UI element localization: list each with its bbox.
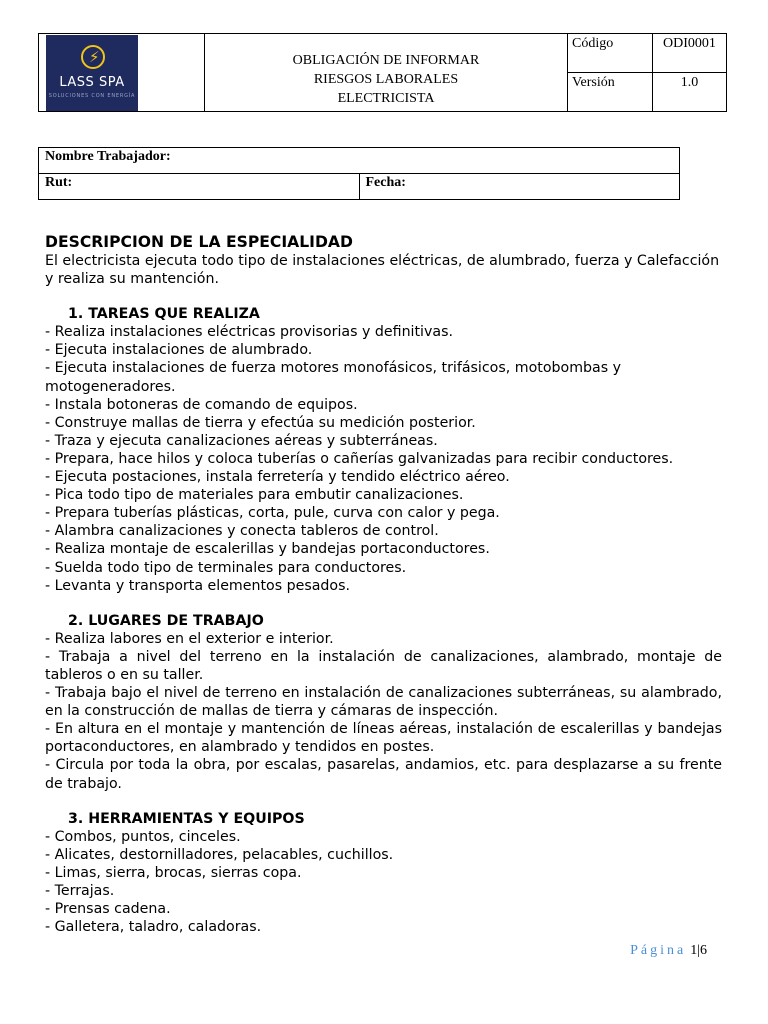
list-item: - Traza y ejecuta canalizaciones aéreas y subterráneas. xyxy=(45,432,438,449)
list-item: - Ejecuta instalaciones de alumbrado. xyxy=(45,342,313,359)
list-item: - Circula por toda la obra, por escalas, pasarelas, andamios, etc. para desplazarse a su frente de trabajo. xyxy=(45,757,722,792)
code-value: ODI0001 xyxy=(653,34,727,73)
document-body xyxy=(45,233,722,936)
list-item: - Terrajas. xyxy=(45,883,115,899)
tasks-list xyxy=(45,323,722,594)
list-item: - Prensas cadena. xyxy=(45,901,171,918)
list-item: - Realiza labores en el exterior e interior. xyxy=(45,630,334,647)
company-logo xyxy=(46,35,138,111)
list-item: - Prepara, hace hilos y coloca tuberías o cañerías galvanizadas para recibir conductores. xyxy=(45,450,674,467)
page-footer xyxy=(630,943,707,959)
section-title-tools: 3. HERRAMIENTAS Y EQUIPOS xyxy=(68,810,305,827)
list-item: - Prepara tuberías plásticas, corta, pule, curva con calor y pega. xyxy=(45,505,500,522)
description-text: El electricista ejecuta todo tipo de instalaciones eléctricas, de alumbrado, fuerza y Calefacción y realiza su mantención. xyxy=(45,253,720,288)
code-label: Código xyxy=(568,34,653,73)
list-item: - Suelda todo tipo de terminales para conductores. xyxy=(45,559,407,576)
title-line-3: ELECTRICISTA xyxy=(337,91,435,106)
list-item: - Realiza instalaciones eléctricas provisorias y definitivas. xyxy=(45,324,453,341)
list-item: - Combos, puntos, cinceles. xyxy=(45,828,241,845)
page-separator: | xyxy=(697,943,700,958)
worker-info-table xyxy=(38,147,680,200)
version-label: Versión xyxy=(568,73,653,112)
list-item: - Ejecuta postaciones, instala ferretería y tendido eléctrico aéreo. xyxy=(45,469,510,486)
list-item: - Pica todo tipo de materiales para embutir canalizaciones. xyxy=(45,487,464,504)
list-item: - Instala botoneras de comando de equipos. xyxy=(45,396,358,413)
list-item: - Construye mallas de tierra y efectúa su medición posterior. xyxy=(45,414,476,431)
logo-company-name: LASS SPA xyxy=(59,75,125,90)
list-item: - Realiza montaje de escalerillas y bandejas portaconductores. xyxy=(45,541,490,558)
list-item: - Ejecuta instalaciones de fuerza motores monofásicos, trifásicos, motobombas y motogeneradores. xyxy=(45,360,622,395)
lightning-bolt-icon: ⚡ xyxy=(81,45,105,69)
tools-list xyxy=(45,828,722,937)
list-item: - En altura en el montaje y mantención de líneas aéreas, instalación de escalerillas y bandejas portaconductores, en alambrado y tendidos en postes. xyxy=(45,721,722,756)
worker-name-field: Nombre Trabajador: xyxy=(39,148,680,174)
list-item: - Alicates, destornilladores, pelacables, cuchillos. xyxy=(45,846,394,863)
title-line-1: OBLIGACIÓN DE INFORMAR xyxy=(292,53,480,68)
list-item: - Alambra canalizaciones y conecta tableros de control. xyxy=(45,523,439,540)
page-number: 1 xyxy=(690,943,698,958)
list-item: - Galletera, taladro, caladoras. xyxy=(45,919,262,936)
page-total: 6 xyxy=(700,943,707,958)
description-heading: DESCRIPCION DE LA ESPECIALIDAD xyxy=(45,233,353,251)
section-title-workplaces: 2. LUGARES DE TRABAJO xyxy=(68,612,264,629)
list-item: - Trabaja a nivel del terreno en la instalación de canalizaciones, alambrado, montaje de tableros o en su taller. xyxy=(45,648,722,683)
document-title xyxy=(205,34,568,112)
section-title-tasks: 1. TAREAS QUE REALIZA xyxy=(68,306,260,323)
title-line-2: RIESGOS LABORALES xyxy=(313,72,459,87)
rut-field: Rut: xyxy=(39,174,360,200)
list-item: - Limas, sierra, brocas, sierras copa. xyxy=(45,864,302,881)
document-header-table xyxy=(38,33,727,112)
workplaces-list xyxy=(45,630,722,793)
list-item: - Trabaja bajo el nivel de terreno en instalación de canalizaciones subterráneas, su alambrado, en la construcción de mallas de tierra y cámaras de inspección. xyxy=(45,685,722,720)
page-word: Página xyxy=(630,943,687,958)
date-field: Fecha: xyxy=(359,174,680,200)
list-item: - Levanta y transporta elementos pesados. xyxy=(45,577,351,594)
version-value: 1.0 xyxy=(653,73,727,112)
logo-cell xyxy=(39,34,205,112)
logo-tagline: SOLUCIONES CON ENERGÍA xyxy=(48,93,136,99)
